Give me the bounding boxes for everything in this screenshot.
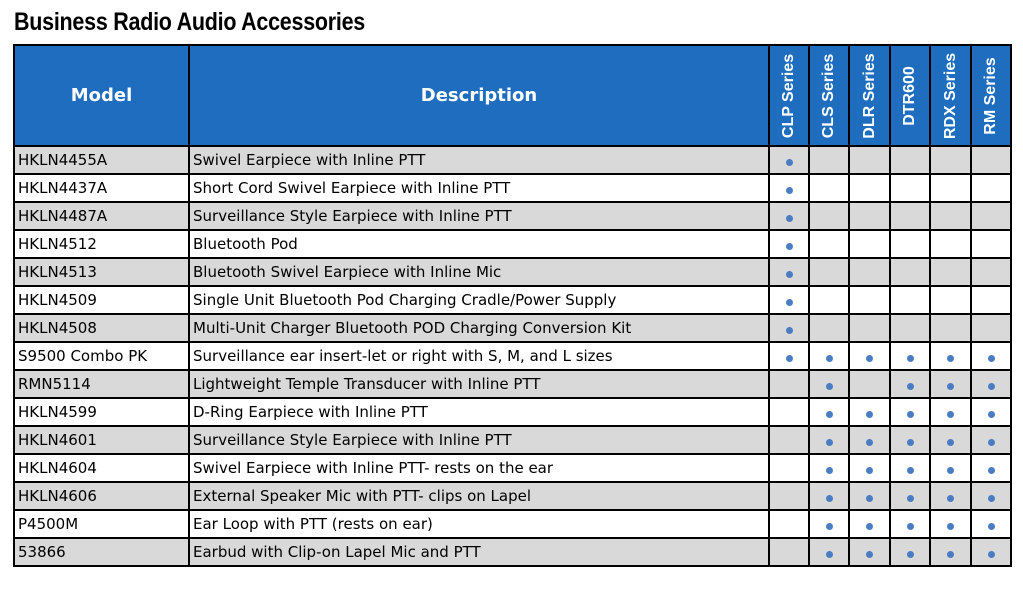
table-row	[14, 258, 1011, 286]
series-header-label: DLR Series	[860, 52, 878, 139]
compatible-dot-icon	[907, 411, 914, 418]
table-row	[14, 482, 1011, 510]
compatible-dot-icon	[786, 187, 793, 194]
compatibility-cell	[930, 314, 971, 342]
compatibility-cell	[809, 174, 849, 202]
compatibility-cell	[809, 146, 849, 174]
table-row	[14, 286, 1011, 314]
compatibility-cell	[971, 370, 1011, 398]
compatibility-cell	[930, 454, 971, 482]
description-cell: D-Ring Earpiece with Inline PTT	[189, 398, 769, 426]
compatible-dot-icon	[947, 411, 954, 418]
description-cell: Surveillance Style Earpiece with Inline PTT	[189, 426, 769, 454]
compatibility-cell	[930, 146, 971, 174]
description-cell: Surveillance Style Earpiece with Inline PTT	[189, 202, 769, 230]
compatible-dot-icon	[826, 523, 833, 530]
compatibility-cell	[971, 202, 1011, 230]
compatibility-cell	[809, 538, 849, 566]
compatibility-cell	[890, 510, 930, 538]
compatibility-cell	[930, 230, 971, 258]
compatibility-cell	[930, 174, 971, 202]
model-cell: HKLN4513	[14, 258, 189, 286]
compatible-dot-icon	[786, 327, 793, 334]
compatibility-cell	[849, 174, 890, 202]
description-cell: Surveillance ear insert-let or right with S, M, and L sizes	[189, 342, 769, 370]
compatibility-cell	[769, 342, 809, 370]
compatibility-cell	[930, 398, 971, 426]
compatibility-cell	[890, 202, 930, 230]
compatible-dot-icon	[907, 383, 914, 390]
header-row	[14, 45, 1011, 146]
compatibility-cell	[769, 398, 809, 426]
compatibility-cell	[769, 286, 809, 314]
compatibility-cell	[769, 482, 809, 510]
compatibility-cell	[890, 538, 930, 566]
compatibility-cell	[890, 454, 930, 482]
page-title: Business Radio Audio Accessories	[14, 8, 365, 36]
compatibility-cell	[971, 314, 1011, 342]
compatibility-cell	[769, 146, 809, 174]
compatibility-cell	[930, 426, 971, 454]
model-cell: 53866	[14, 538, 189, 566]
compatibility-cell	[971, 538, 1011, 566]
compatible-dot-icon	[866, 551, 873, 558]
compatible-dot-icon	[947, 495, 954, 502]
compatible-dot-icon	[866, 355, 873, 362]
compatible-dot-icon	[947, 467, 954, 474]
compatibility-cell	[849, 370, 890, 398]
compatibility-cell	[930, 286, 971, 314]
compatibility-cell	[890, 426, 930, 454]
compatible-dot-icon	[988, 523, 995, 530]
series-header-label: CLP Series	[780, 53, 797, 138]
compatibility-cell	[971, 398, 1011, 426]
compatibility-cell	[809, 482, 849, 510]
compatible-dot-icon	[866, 495, 873, 502]
compatible-dot-icon	[786, 355, 793, 362]
compatible-dot-icon	[826, 551, 833, 558]
compatibility-cell	[809, 510, 849, 538]
compatibility-cell	[769, 230, 809, 258]
model-cell: RMN5114	[14, 370, 189, 398]
compatibility-cell	[849, 286, 890, 314]
compatibility-cell	[890, 370, 930, 398]
compatible-dot-icon	[826, 439, 833, 446]
compatibility-cell	[930, 482, 971, 510]
table-row	[14, 314, 1011, 342]
compatible-dot-icon	[947, 551, 954, 558]
compatibility-cell	[809, 398, 849, 426]
model-cell: HKLN4455A	[14, 146, 189, 174]
model-cell: HKLN4604	[14, 454, 189, 482]
compatibility-cell	[930, 202, 971, 230]
compatibility-cell	[849, 426, 890, 454]
compatibility-cell	[930, 538, 971, 566]
description-cell: Swivel Earpiece with Inline PTT	[189, 146, 769, 174]
compatible-dot-icon	[907, 551, 914, 558]
compatibility-cell	[849, 258, 890, 286]
compatibility-cell	[971, 482, 1011, 510]
compatibility-cell	[849, 314, 890, 342]
compatible-dot-icon	[907, 355, 914, 362]
compatibility-cell	[849, 454, 890, 482]
model-cell: S9500 Combo PK	[14, 342, 189, 370]
compatible-dot-icon	[988, 383, 995, 390]
description-cell: Short Cord Swivel Earpiece with Inline PTT	[189, 174, 769, 202]
compatibility-cell	[809, 258, 849, 286]
compatibility-cell	[890, 342, 930, 370]
compatible-dot-icon	[786, 159, 793, 166]
description-cell: Bluetooth Swivel Earpiece with Inline Mic	[189, 258, 769, 286]
compatible-dot-icon	[826, 411, 833, 418]
series-header-dlr	[849, 45, 890, 146]
table-row	[14, 230, 1011, 258]
model-cell: HKLN4601	[14, 426, 189, 454]
compatible-dot-icon	[826, 467, 833, 474]
description-header: Description	[189, 45, 769, 146]
table-row	[14, 342, 1011, 370]
compatibility-cell	[971, 510, 1011, 538]
compatible-dot-icon	[786, 243, 793, 250]
compatible-dot-icon	[866, 411, 873, 418]
model-cell: HKLN4599	[14, 398, 189, 426]
compatibility-cell	[849, 538, 890, 566]
compatibility-cell	[890, 230, 930, 258]
compatibility-cell	[890, 286, 930, 314]
compatible-dot-icon	[826, 495, 833, 502]
model-cell: HKLN4509	[14, 286, 189, 314]
compatibility-cell	[890, 146, 930, 174]
compatibility-cell	[809, 454, 849, 482]
compatible-dot-icon	[988, 467, 995, 474]
description-cell: Bluetooth Pod	[189, 230, 769, 258]
compatible-dot-icon	[866, 467, 873, 474]
table-row	[14, 510, 1011, 538]
series-header-label: RDX Series	[941, 52, 959, 139]
series-header-cls	[809, 45, 849, 146]
compatible-dot-icon	[786, 299, 793, 306]
compatible-dot-icon	[866, 523, 873, 530]
compatible-dot-icon	[786, 271, 793, 278]
series-header-label: RM Series	[982, 56, 999, 135]
table-row	[14, 454, 1011, 482]
compatibility-cell	[971, 230, 1011, 258]
table-row	[14, 370, 1011, 398]
compatibility-cell	[930, 342, 971, 370]
table-row	[14, 426, 1011, 454]
model-cell: HKLN4487A	[14, 202, 189, 230]
compatibility-cell	[849, 342, 890, 370]
compatibility-cell	[890, 174, 930, 202]
description-cell: Single Unit Bluetooth Pod Charging Cradle/Power Supply	[189, 286, 769, 314]
compatibility-cell	[769, 426, 809, 454]
series-header-rm	[971, 45, 1011, 146]
compatibility-cell	[849, 230, 890, 258]
table-row	[14, 398, 1011, 426]
compatibility-cell	[849, 202, 890, 230]
compatibility-cell	[971, 426, 1011, 454]
table-row	[14, 202, 1011, 230]
compatibility-cell	[890, 398, 930, 426]
compatible-dot-icon	[907, 439, 914, 446]
description-cell: Multi-Unit Charger Bluetooth POD Charging Conversion Kit	[189, 314, 769, 342]
compatibility-cell	[809, 202, 849, 230]
model-cell: HKLN4606	[14, 482, 189, 510]
compatible-dot-icon	[907, 495, 914, 502]
series-header-dtr600	[890, 45, 930, 146]
compatibility-cell	[769, 174, 809, 202]
model-cell: P4500M	[14, 510, 189, 538]
compatibility-cell	[769, 202, 809, 230]
compatibility-cell	[971, 258, 1011, 286]
compatibility-cell	[971, 454, 1011, 482]
compatible-dot-icon	[866, 439, 873, 446]
compatible-dot-icon	[947, 439, 954, 446]
compatible-dot-icon	[947, 523, 954, 530]
table-row	[14, 146, 1011, 174]
compatibility-cell	[971, 146, 1011, 174]
series-header-clp	[769, 45, 809, 146]
compatibility-cell	[769, 538, 809, 566]
compatible-dot-icon	[947, 383, 954, 390]
model-cell: HKLN4508	[14, 314, 189, 342]
compatibility-cell	[809, 342, 849, 370]
compatible-dot-icon	[907, 467, 914, 474]
compatible-dot-icon	[947, 355, 954, 362]
model-header: Model	[14, 45, 189, 146]
description-cell: Earbud with Clip-on Lapel Mic and PTT	[189, 538, 769, 566]
accessories-table	[13, 44, 1012, 567]
compatibility-cell	[769, 370, 809, 398]
compatibility-cell	[890, 258, 930, 286]
compatibility-cell	[890, 482, 930, 510]
compatibility-cell	[769, 510, 809, 538]
compatibility-cell	[809, 230, 849, 258]
compatible-dot-icon	[988, 411, 995, 418]
compatibility-cell	[849, 482, 890, 510]
compatibility-cell	[930, 258, 971, 286]
compatible-dot-icon	[826, 355, 833, 362]
compatibility-cell	[849, 146, 890, 174]
compatibility-cell	[809, 314, 849, 342]
description-cell: Ear Loop with PTT (rests on ear)	[189, 510, 769, 538]
description-cell: External Speaker Mic with PTT- clips on Lapel	[189, 482, 769, 510]
compatibility-cell	[809, 426, 849, 454]
compatible-dot-icon	[988, 495, 995, 502]
compatibility-cell	[769, 314, 809, 342]
description-cell: Lightweight Temple Transducer with Inline PTT	[189, 370, 769, 398]
compatible-dot-icon	[988, 551, 995, 558]
compatibility-cell	[930, 370, 971, 398]
compatibility-cell	[769, 258, 809, 286]
description-cell: Swivel Earpiece with Inline PTT- rests on the ear	[189, 454, 769, 482]
compatible-dot-icon	[907, 523, 914, 530]
model-cell: HKLN4437A	[14, 174, 189, 202]
table-row	[14, 538, 1011, 566]
compatible-dot-icon	[786, 215, 793, 222]
compatibility-cell	[769, 454, 809, 482]
compatibility-cell	[809, 370, 849, 398]
compatibility-cell	[971, 174, 1011, 202]
compatibility-cell	[930, 510, 971, 538]
compatibility-cell	[890, 314, 930, 342]
series-header-label: CLS Series	[820, 53, 837, 138]
compatible-dot-icon	[988, 355, 995, 362]
table-row	[14, 174, 1011, 202]
compatible-dot-icon	[826, 383, 833, 390]
compatibility-cell	[849, 510, 890, 538]
series-header-label: DTR600	[901, 65, 918, 126]
compatibility-cell	[809, 286, 849, 314]
compatibility-cell	[971, 286, 1011, 314]
compatibility-cell	[971, 342, 1011, 370]
series-header-rdx	[930, 45, 971, 146]
model-cell: HKLN4512	[14, 230, 189, 258]
compatibility-cell	[849, 398, 890, 426]
compatible-dot-icon	[988, 439, 995, 446]
